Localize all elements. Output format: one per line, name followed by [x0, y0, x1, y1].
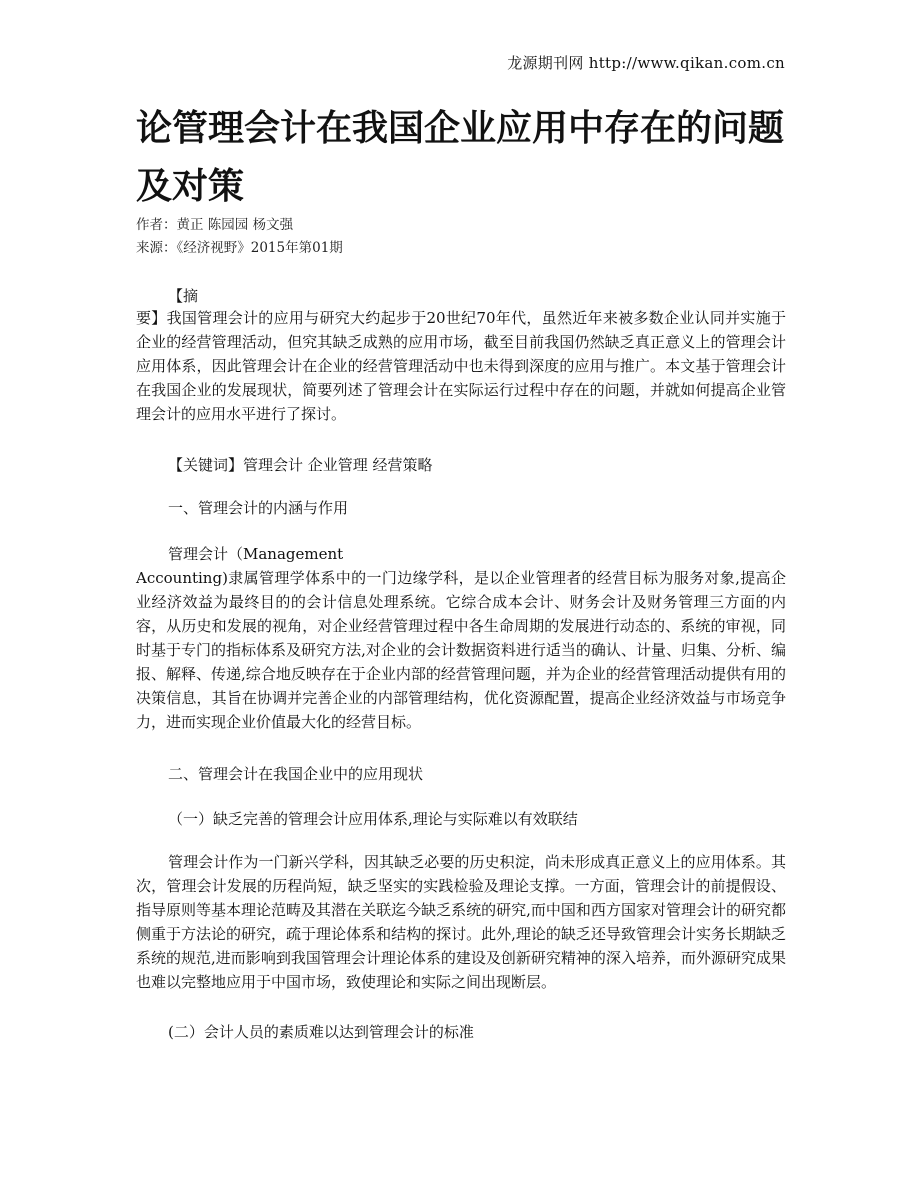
article-title: 论管理会计在我国企业应用中存在的问题及对策	[136, 108, 785, 207]
section-2-heading: 二、管理会计在我国企业中的应用现状	[168, 765, 424, 783]
section-2-subheading-1: （一）缺乏完善的管理会计应用体系,理论与实际难以有效联结	[168, 810, 578, 828]
section-1-heading: 一、管理会计的内涵与作用	[168, 499, 349, 517]
article-source: 来源：《经济视野》2015年第01期	[136, 240, 343, 256]
section-2-paragraph-1: 管理会计作为一门新兴学科，因其缺乏必要的历史积淀，尚未形成真正意义上的应用体系。其次，管理会计发展的历程尚短，缺乏坚实的实践检验及理论支撑。一方面，管理会计的前提假设、指导原则等基本理论范畴及其潜在关联迄今缺乏系统的研究,而中国和西方国家对管理会计的研究都侧重于方法论的研究，疏于理论体系和结构的探讨。此外,理论的缺乏还导致管理会计实务长期缺乏系统的规范,进而影响到我国管理会计理论体系的建设及创新研究精神的深入培养，而外源研究成果也难以完整地应用于中国市场，致使理论和实际之间出现断层。	[136, 853, 786, 991]
abstract-label: 【摘	[168, 287, 199, 305]
article-authors: 作者：黄正 陈园园 杨文强	[136, 217, 294, 233]
section-1-paragraph-start: 管理会计（Management	[168, 545, 344, 563]
abstract-body: 要】我国管理会计的应用与研究大约起步于20世纪70年代，虽然近年来被多数企业认同并实施于企业的经营管理活动，但究其缺乏成熟的应用市场，截至目前我国仍然缺乏真正意义上的管理会计应用体系，因此管理会计在企业的经营管理活动中也未得到深度的应用与推广。本文基于管理会计在我国企业的发展现状，简要列述了管理会计在实际运行过程中存在的问题，并就如何提高企业管理会计的应用水平进行了探讨。	[136, 309, 786, 423]
section-2-subheading-2: (二）会计人员的素质难以达到管理会计的标准	[168, 1023, 474, 1041]
section-1-paragraph: Accounting)隶属管理学体系中的一门边缘学科，是以企业管理者的经营目标为服务对象,提高企业经济效益为最终目的的会计信息处理系统。它综合成本会计、财务会计及财务管理三方面的内容，从历史和发展的视角，对企业经营管理过程中各生命周期的发展进行动态的、系统的审视，同时基于专门的指标体系及研究方法,对企业的会计数据资料进行适当的确认、计量、归集、分析、编报、解释、传递,综合地反映存在于企业内部的经营管理问题，并为企业的经营管理活动提供有用的决策信息，其旨在协调并完善企业的内部管理结构，优化资源配置，提高企业经济效益与市场竞争力，进而实现企业价值最大化的经营目标。	[136, 569, 786, 731]
site-header[interactable]: 龙源期刊网 http://www.qikan.com.cn	[507, 54, 785, 72]
keywords: 【关键词】管理会计 企业管理 经营策略	[168, 456, 433, 474]
